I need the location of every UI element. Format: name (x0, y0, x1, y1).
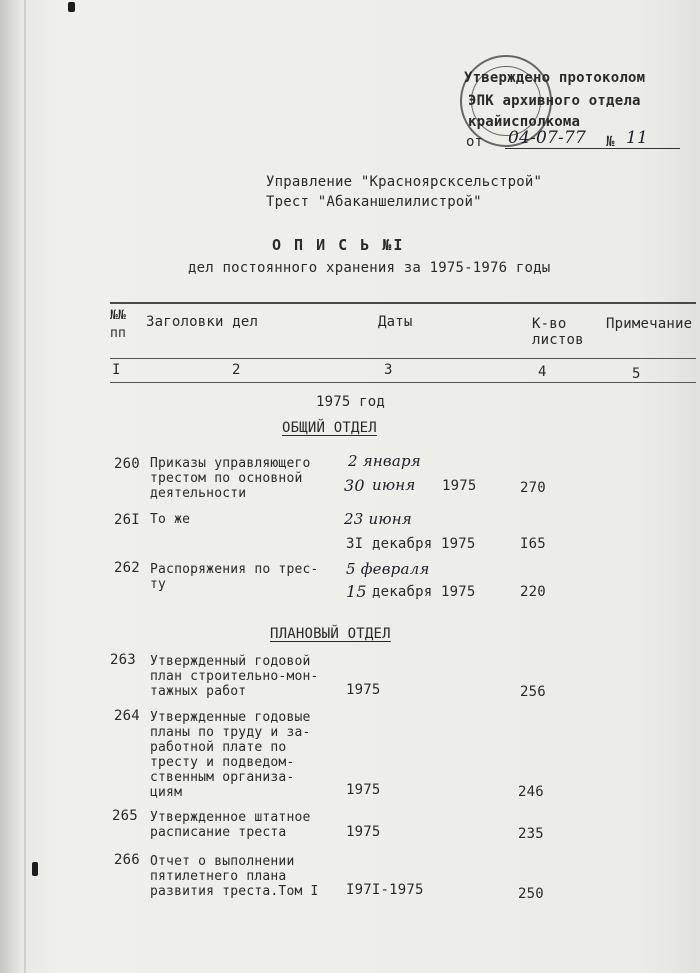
row-date: 1975 (346, 824, 381, 840)
row-title-line: тажных работ (150, 684, 247, 699)
row-title-line: ту (150, 577, 167, 592)
row-title-line: Утвержденные годовые (150, 710, 311, 725)
row-number: 265 (112, 808, 138, 824)
col-header-sheets-2: листов (532, 332, 584, 348)
row-title-line: трестом по основной (150, 471, 303, 486)
paper-fold (24, 0, 26, 973)
row-sheets: 250 (518, 886, 544, 902)
section-heading: ПЛАНОВЫЙ ОТДЕЛ (270, 626, 391, 642)
col-header-num-2: пп (110, 326, 127, 341)
row-sheets: 270 (520, 480, 546, 496)
approval-date-prefix: от (466, 134, 484, 150)
row-title-line: план строительно-мон- (150, 669, 319, 684)
col-header-titles: Заголовки дел (146, 314, 259, 330)
approval-number: 11 (626, 128, 649, 148)
row-title-line: расписание треста (150, 825, 287, 840)
row-sheets: 256 (520, 684, 546, 700)
row-number: 266 (114, 852, 140, 868)
table-top-rule (110, 302, 696, 304)
org-line-2: Трест "Абаканшелилистрой" (266, 194, 482, 210)
row-date-day: 30 (344, 476, 365, 495)
row-date-year: 1975 (442, 478, 477, 494)
row-date: декабря 1975 (372, 584, 476, 600)
row-date-day: 3I (346, 536, 364, 552)
col-number-4: 4 (538, 364, 547, 380)
row-date: 1975 (346, 682, 381, 698)
col-number-3: 3 (384, 362, 393, 378)
document-subtitle: дел постоянного хранения за 1975-1976 годы (188, 260, 551, 276)
row-title-line: циям (150, 785, 183, 800)
col-number-1: I (112, 362, 121, 378)
punch-hole (68, 2, 75, 12)
approval-date: 04-07-77 (508, 128, 586, 148)
row-number: 264 (114, 708, 140, 724)
col-header-sheets: К-во (532, 316, 567, 332)
approval-line-2: ЭПК архивного отдела (468, 93, 641, 109)
col-number-5: 5 (632, 366, 641, 382)
col-header-num: №№ (110, 308, 127, 323)
row-date: I97I-1975 (346, 882, 424, 898)
row-date-day: 15 (346, 582, 367, 601)
col-header-notes: Примечание (606, 316, 693, 332)
approval-underline (505, 148, 680, 149)
row-title-line: ственным организа- (150, 770, 295, 785)
row-title-line: То же (150, 512, 191, 527)
row-title-line: Утвержденный годовой (150, 654, 311, 669)
year-heading: 1975 год (316, 394, 386, 410)
row-number: 260 (114, 456, 140, 472)
row-sheets: I65 (520, 536, 546, 552)
approval-line-3: крайисполкома (468, 114, 581, 130)
approval-line-1: Утверждено протоколом (464, 70, 646, 86)
approval-number-label: № (606, 134, 615, 150)
section-heading: ОБЩИЙ ОТДЕЛ (282, 420, 377, 436)
row-title-line: деятельности (150, 486, 247, 501)
row-date: декабря 1975 (372, 536, 476, 552)
row-title-line: развития треста.Том I (150, 884, 319, 899)
row-title-line: планы по труду и за- (150, 725, 311, 740)
col-header-dates: Даты (378, 314, 413, 330)
row-sheets: 246 (518, 784, 544, 800)
row-title-line: тресту и подведом- (150, 755, 295, 770)
row-title-line: Распоряжения по трес- (150, 562, 319, 577)
document-title: О П И С Ь №I (272, 236, 405, 254)
row-number: 262 (114, 560, 140, 576)
row-sheets: 220 (520, 584, 546, 600)
row-date: 1975 (346, 782, 381, 798)
row-date-handwritten: июня (372, 476, 416, 494)
org-line-1: Управление "Красноярсксельстрой" (266, 174, 543, 190)
row-title-line: пятилетнего плана (150, 869, 287, 884)
row-number: 26I (114, 512, 140, 528)
col-number-2: 2 (232, 362, 241, 378)
row-sheets: 235 (518, 826, 544, 842)
row-title-line: Утвержденное штатное (150, 810, 311, 825)
row-number: 263 (110, 652, 136, 668)
header-bottom-rule (110, 382, 696, 383)
row-title-line: работной плате по (150, 740, 287, 755)
row-title-line: Приказы управляющего (150, 456, 311, 471)
punch-hole (32, 862, 38, 876)
row-title-line: Отчет о выполнении (150, 854, 295, 869)
header-mid-rule (110, 358, 696, 359)
row-date-handwritten: 2 января (348, 452, 421, 470)
row-date-handwritten: 23 июня (344, 510, 412, 528)
row-date-handwritten: 5 февраля (346, 560, 430, 578)
